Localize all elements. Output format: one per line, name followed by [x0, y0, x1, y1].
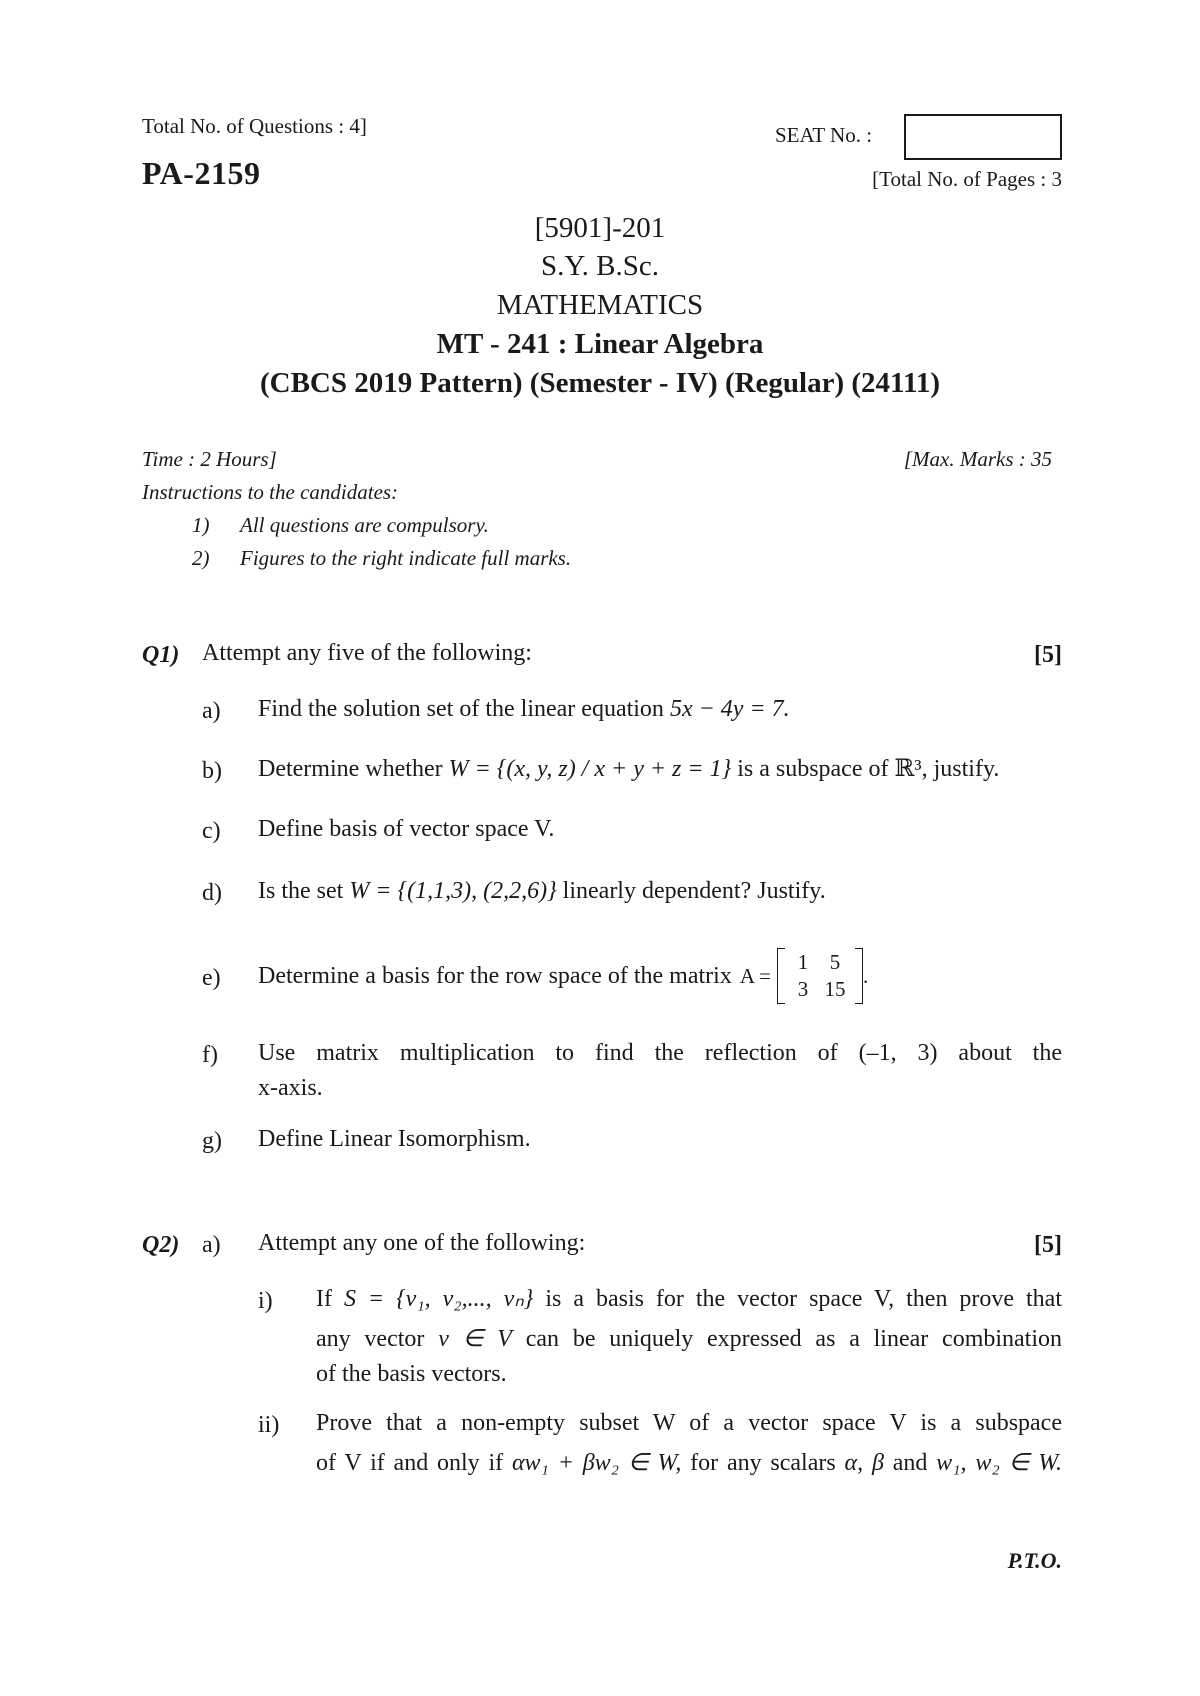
q1-d-post: linearly dependent? Justify.	[562, 878, 826, 904]
question-marks: [5]	[1034, 642, 1062, 668]
instruction-number: 2)	[192, 546, 210, 570]
q2-ii-line2	[316, 1447, 1062, 1480]
matrix-left-bracket	[777, 948, 785, 1004]
q2-ii-vectors: w₁, w₂ ∈ W.	[936, 1450, 1062, 1476]
q2-ii-combination: αw₁ + βw₂ ∈ W,	[511, 1450, 682, 1476]
q1-a-text	[258, 693, 790, 726]
item-number: ii)	[258, 1412, 280, 1438]
time-label: Time : 2 Hours]	[142, 447, 277, 471]
q1-b-text	[258, 753, 999, 786]
q1-f-line1: Use matrix multiplication to find the reflection of (–1, 3) about the	[258, 1040, 1062, 1066]
max-marks: [Max. Marks : 35	[903, 447, 1052, 471]
q2-ii-line1: Prove that a non-empty subset W of a vector space V is a subspace	[316, 1410, 1062, 1436]
q1-c-text: Define basis of vector space V.	[258, 816, 555, 842]
q2-ii-scalars: α, β	[844, 1450, 884, 1476]
q1-b-set: W = {(x, y, z) / x + y + z = 1}	[448, 756, 732, 782]
q1-a-statement: Find the solution set of the linear equation	[258, 696, 664, 722]
total-questions: Total No. of Questions : 4]	[142, 114, 367, 138]
question-label: Q1)	[142, 642, 180, 668]
q1-a-equation: 5x − 4y = 7.	[669, 696, 790, 722]
q1-e-statement: Determine a basis for the row space of the matrix	[258, 962, 732, 989]
matrix-cell: 1	[797, 950, 809, 974]
paper-code: PA-2159	[142, 155, 261, 191]
pto-label: P.T.O.	[1007, 1548, 1062, 1573]
item-number: b)	[202, 758, 222, 784]
instruction-text: All questions are compulsory.	[240, 513, 489, 537]
question-title: Attempt any one of the following:	[258, 1230, 586, 1256]
matrix-right-bracket	[855, 948, 863, 1004]
q1-f-line2: x-axis.	[258, 1075, 323, 1101]
q1-g-text: Define Linear Isomorphism.	[258, 1126, 531, 1152]
matrix-a	[777, 948, 863, 1004]
instruction-number: 1)	[192, 513, 210, 537]
q1-e-lhs: A =	[739, 963, 771, 988]
q1-e-text	[258, 946, 868, 1006]
seat-label: SEAT No. :	[775, 123, 873, 147]
part-label: a)	[202, 1232, 221, 1258]
q2-i-line2	[316, 1323, 1062, 1356]
item-number: e)	[202, 965, 221, 991]
item-number: i)	[258, 1288, 273, 1314]
q1-d-set: W = {(1,1,3), (2,2,6)}	[349, 878, 557, 904]
matrix-cell: 15	[824, 977, 846, 1001]
item-number: f)	[202, 1042, 218, 1068]
instruction-text: Figures to the right indicate full marks.	[240, 546, 572, 570]
question-label: Q2)	[142, 1232, 180, 1258]
q2-i-pre2: any vector	[316, 1326, 425, 1352]
question-title: Attempt any five of the following:	[202, 640, 532, 666]
matrix-body	[785, 949, 855, 1003]
q1-b-pre: Determine whether	[258, 756, 443, 782]
q1-d-text	[258, 875, 826, 908]
q2-ii-mid: for any scalars	[690, 1450, 836, 1476]
item-number: g)	[202, 1128, 222, 1154]
q1-b-post: is a subspace of ℝ³, justify.	[737, 756, 1000, 782]
q2-i-line1	[316, 1283, 1062, 1316]
subject: MATHEMATICS	[496, 289, 704, 321]
total-pages: [Total No. of Pages : 3	[872, 167, 1062, 191]
q2-i-set: S = {v₁, v₂,..., vₙ}	[343, 1286, 534, 1312]
seat-number-box[interactable]	[904, 114, 1062, 160]
q2-i-post2: can be uniquely expressed as a linear combination	[525, 1326, 1063, 1352]
matrix-cell: 5	[829, 950, 841, 974]
question-marks: [5]	[1034, 1232, 1062, 1258]
q2-i-line3: of the basis vectors.	[316, 1361, 507, 1387]
q2-i-post: is a basis for the vector space V, then prove that	[545, 1286, 1062, 1312]
item-number: d)	[202, 880, 222, 906]
paper-title: MT - 241 : Linear Algebra	[436, 328, 764, 360]
exam-code: [5901]-201	[534, 212, 666, 244]
matrix-cell: 3	[797, 977, 809, 1001]
q2-ii-pre: of V if and only if	[316, 1450, 504, 1476]
item-number: c)	[202, 818, 221, 844]
instructions-title: Instructions to the candidates:	[142, 480, 399, 504]
item-number: a)	[202, 698, 221, 724]
q1-e-end: .	[862, 963, 869, 988]
q2-i-membership: v ∈ V	[438, 1326, 512, 1352]
q2-ii-and: and	[892, 1450, 928, 1476]
q1-d-pre: Is the set	[258, 878, 344, 904]
pattern-line: (CBCS 2019 Pattern) (Semester - IV) (Regular) (24111)	[259, 367, 940, 399]
q2-i-pre: If	[316, 1286, 332, 1312]
course: S.Y. B.Sc.	[541, 250, 659, 282]
